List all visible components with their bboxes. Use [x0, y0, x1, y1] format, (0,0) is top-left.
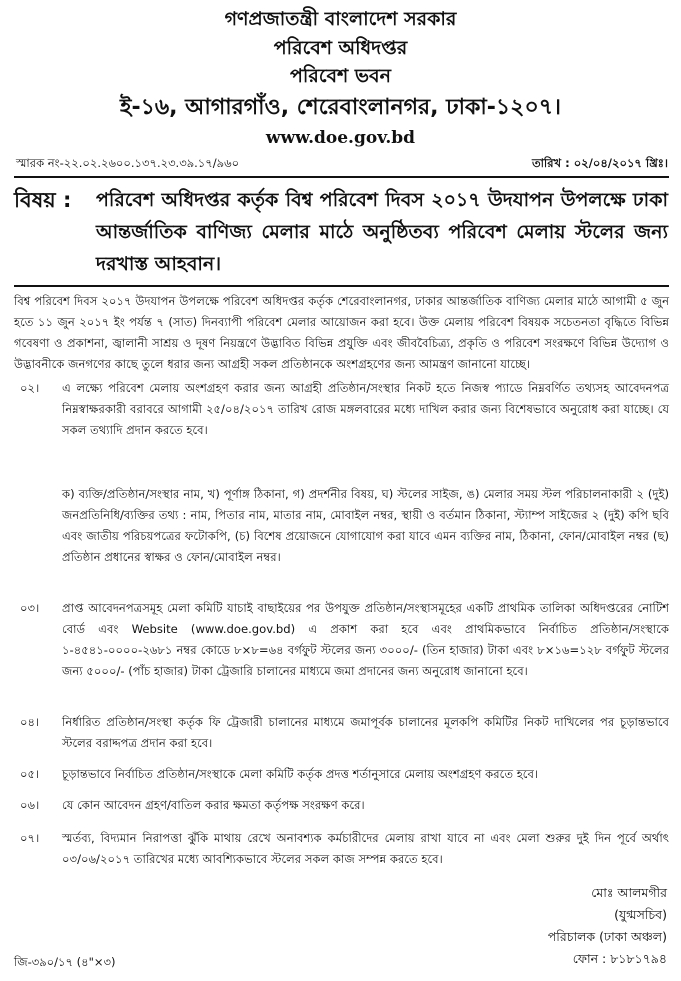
clause-text: স্মর্তব্য, বিদ্যমান নিরাপত্তা ঝুঁকি মাথায় রেখে অনাবশ্যক কর্মচারীদের মেলায় রাখা যাবে না এবং মেলা শুরুর দুই দিন পূর্বে অর্থাৎ ০৩/০৬/২০১৭ তারিখের মধ্যে আবশ্যিকভাবে স্টলের সকল কাজ সম্পন্ন করতে হবে।	[62, 831, 669, 866]
clause-number: ০৭।	[20, 831, 40, 845]
signatory-designation: পরিচালক (ঢাকা অঞ্চল)	[547, 929, 667, 944]
memo-reference: স্মারক নং-২২.০২.২৬০০.১৩৭.২৩.৩৯.১৭/৯৬০	[16, 156, 240, 170]
subject-divider	[14, 285, 669, 287]
top-divider	[14, 176, 669, 178]
clause-number: ০৪।	[20, 715, 40, 729]
subject-label: বিষয় :	[14, 188, 72, 212]
signatory-rank: (যুগ্মসচিব)	[614, 907, 667, 922]
clause-06	[14, 795, 669, 816]
signatory-name: মোঃ আলমগীর	[591, 885, 667, 900]
govt-name: গণপ্রজাতন্ত্রী বাংলাদেশ সরকার	[224, 8, 457, 30]
clause-04	[14, 712, 669, 754]
office-address: ই-১৬, আগারগাঁও, শেরেবাংলানগর, ঢাকা-১২০৭।	[120, 95, 561, 120]
subject-text: পরিবেশ অধিদপ্তর কর্তৃক বিশ্ব পরিবেশ দিবস ২০১৭ উদযাপন উপলক্ষে ঢাকা আন্তর্জাতিক বাণিজ্য মেলার মাঠে অনুষ্ঠিতব্য পরিবেশ মেলায় স্টলের জন্য দরখাস্ত আহবান।	[96, 189, 668, 275]
clause-text: প্রাপ্ত আবেদনপত্রসমূহ মেলা কমিটি যাচাই বাছাইয়ের পর উপযুক্ত প্রতিষ্ঠান/সংস্থাসমূহের একটি প্রাথমিক তালিকা অধিদপ্তরের নোটিশ বোর্ড এবং Website (www.doe.gov.bd) এ প্রকাশ করা হবে এবং প্রাথমিকভাবে নির্বাচিত প্রতিষ্ঠান/সংস্থাকে ১-৪৫৪১-০০০০-২৬৮১ নম্বর কোডে ৮×৮=৬৪ বর্গফুট স্টলের জন্য ৩০০০/- (তিন হাজার) টাকা এবং ৮×১৬=১২৮ বর্গফুট স্টলের জন্য ৫০০০/- (পাঁচ হাজার) টাকা ট্রেজারি চালানের মাধ্যমে জমা প্রদানের জন্য অনুরোধ জানানো হবে।	[62, 601, 669, 678]
clause-07	[14, 828, 669, 870]
clause-text: যে কোন আবেদন গ্রহণ/বাতিল করার ক্ষমতা কর্তৃপক্ষ সংরক্ষণ করে।	[62, 798, 365, 812]
clause-02-details	[14, 484, 669, 568]
signatory-phone: ফোন : ৮১৮১৭৯৪	[572, 951, 667, 966]
clause-number: ০৩।	[20, 601, 40, 615]
intro-paragraph: বিশ্ব পরিবেশ দিবস ২০১৭ উদযাপন উপলক্ষে পরিবেশ অধিদপ্তর কর্তৃক শেরেবাংলানগর, ঢাকার আন্তর্জাতিক বাণিজ্য মেলার মাঠে আগামী ৫ জুন হতে ১১ জুন ২০১৭ ইং পর্যন্ত ৭ (সাত) দিনব্যাপী পরিবেশ মেলার আয়োজন করা হবে। উক্ত মেলায় পরিবেশ বিষয়ক সচেতনতা বৃদ্ধিতে বিভিন্ন গবেষণা ও প্রকাশনা, জ্বালানী সাশ্রয় ও দূষণ নিয়ন্ত্রণে উদ্ভাবিত বিভিন্ন প্রযুক্তি এবং জীববৈচিত্র্য, প্রকৃতি ও পরিবেশ সংরক্ষণে বিভিন্ন উদ্যোগ ও উদ্ভাবনীকে জনগণের কাছে তুলে ধরার জন্য আগ্রহী সকল প্রতিষ্ঠানকে অংশগ্রহণের জন্য আমন্ত্রণ জানানো যাচ্ছে।	[14, 294, 669, 371]
clause-text: চূড়ান্তভাবে নির্বাচিত প্রতিষ্ঠান/সংস্থাকে মেলা কমিটি কর্তৃক প্রদত্ত শর্তানুসারে মেলায় অংশগ্রহণ করতে হবে।	[62, 767, 539, 781]
clause-05	[14, 764, 669, 785]
clause-02	[14, 378, 669, 441]
memo-date: তারিখ : ০২/০৪/২০১৭ খ্রিঃ।	[531, 156, 668, 170]
signature-block	[548, 882, 667, 970]
clause-subtext: ক) ব্যক্তি/প্রতিষ্ঠান/সংস্থার নাম, খ) পূর্ণাঙ্গ ঠিকানা, গ) প্রদর্শনীর বিষয়, ঘ) স্টলের সাইজ, ঙ) মেলার সময় স্টল পরিচালনাকারী ২ (দুই) জনপ্রতিনিধি/ব্যক্তির তথ্য : নাম, পিতার নাম, মাতার নাম, মোবাইল নম্বর, স্থায়ী ও বর্তমান ঠিকানা, স্ট্যাম্প সাইজের ২ (দুই) কপি ছবি এবং জাতীয় পরিচয়পত্রের ফটোকপি, (চ) বিশেষ প্রয়োজনে যোগাযোগ করা যাবে এমন ব্যক্তির নাম, ঠিকানা, ফোন/মোবাইল নম্বর (ছ) প্রতিষ্ঠান প্রধানের স্বাক্ষর ও ফোন/মোবাইল নম্বর।	[62, 487, 669, 564]
clause-number: ০৬।	[20, 798, 40, 812]
clause-text: এ লক্ষ্যে পরিবেশ মেলায় অংশগ্রহণ করার জন্য আগ্রহী প্রতিষ্ঠান/সংস্থার নিকট হতে নিজস্ব প্যাডে নিম্নবর্ণিত তথ্যসহ আবেদনপত্র নিম্নস্বাক্ষরকারী বরাবরে আগামী ২৫/০৪/২০১৭ তারিখ রোজ মঙ্গলবারের মধ্যে দাখিল করার জন্য বিশেষভাবে অনুরোধ করা যাচ্ছে। যে সকল তথ্যাদি প্রদান করতে হবে।	[62, 381, 669, 437]
clause-number: ০৫।	[20, 767, 40, 781]
clause-number: ০২।	[20, 381, 40, 395]
website-link[interactable]: www.doe.gov.bd	[265, 128, 416, 148]
clause-03	[14, 598, 669, 682]
clause-text: নির্ধারিত প্রতিষ্ঠান/সংস্থা কর্তৃক ফি ট্রেজারী চালানের মাধ্যমে জমাপূর্বক চালানের মূলকপি কমিটির নিকট দাখিলের পর চূড়ান্তভাবে স্টলের বরাদ্দপত্র প্রদান করা হবে।	[62, 715, 669, 750]
department-name: পরিবেশ অধিদপ্তর	[273, 37, 408, 59]
print-code: জি-৩৯০/১৭ (৪"×৩)	[14, 955, 116, 969]
building-name: পরিবেশ ভবন	[290, 65, 391, 87]
